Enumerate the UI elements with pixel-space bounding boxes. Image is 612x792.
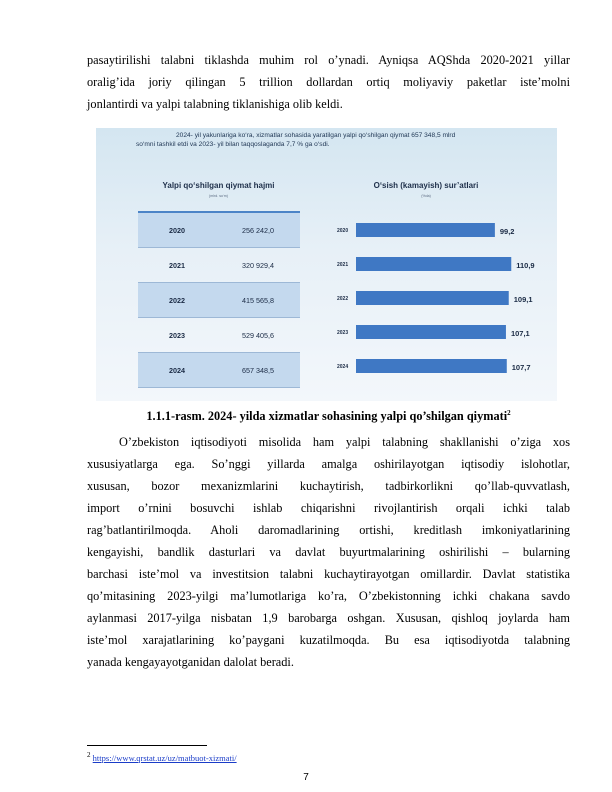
text-line: xususiyatlarga ega. So’nggi yillarda amalga oshirilayotgan iqtisodiy islohotlar,: [87, 457, 570, 471]
infographic-figure: [96, 128, 557, 401]
text-line: pasaytirilishi talabni tiklashda muhim rol o’ynadi. Ayniqsa AQShda 2020-2021 yillar: [87, 53, 570, 67]
bar: [356, 257, 511, 271]
chart-unit: (%da): [421, 194, 431, 198]
table-year: 2022: [169, 296, 185, 305]
table-value: 320 929,4: [242, 261, 274, 270]
table-value: 415 565,8: [242, 296, 274, 305]
table-value: 529 405,6: [242, 331, 274, 340]
text-line: kengayishi, bandlik dasturlari va davlat buyurtmalarining oshirilishi – bularning: [87, 545, 570, 559]
bar-year-label: 2024: [337, 364, 349, 370]
bar: [356, 223, 495, 237]
table-year: 2023: [169, 331, 185, 340]
text-line: qo’mitasining 2023-yilgi ma’lumotlariga ko’ra, O’zbekistonning ichki chakana savdo: [87, 589, 570, 603]
page-number: 7: [303, 772, 309, 783]
footnote: [87, 751, 237, 763]
table-unit: (mlrd. so‘m): [209, 194, 228, 198]
table-value: 657 348,5: [242, 366, 274, 375]
table-year: 2024: [169, 366, 185, 375]
footnote-rule: [87, 745, 207, 746]
text-line: jonlantirdi va yalpi talabning tiklanishiga olib keldi.: [87, 97, 343, 111]
table-year: 2021: [169, 261, 185, 270]
text-line: iste’mol xarajatlarining ko’paygani kuzatilmoqda. Bu esa iqtisodiyotda talabning: [87, 633, 570, 647]
text-line: rag’batlantirilmoqda. Aholi daromadlarining ortishi, kreditlash imkoniyatlarining: [87, 523, 570, 537]
bar: [356, 359, 507, 373]
paragraph-main: [87, 431, 570, 673]
bar-value-label: 109,1: [513, 295, 533, 304]
text-line: yanada kengayayotganidan dalolat beradi.: [87, 655, 294, 669]
table-value: 256 242,0: [242, 226, 274, 235]
bar-year-label: 2020: [337, 228, 349, 234]
bar-value-label: 107,1: [510, 329, 530, 338]
footnote-ref: 2: [507, 409, 511, 417]
bar: [356, 291, 509, 305]
footnote-link[interactable]: https://www.qrstat.uz/uz/matbuot-xizmati/: [92, 752, 237, 763]
caption-text: 1.1.1-rasm. 2024- yilda xizmatlar sohasining yalpi qo’shilgan qiymati: [146, 409, 508, 424]
bar-value-label: 99,2: [499, 227, 515, 236]
text-line: barchasi iste’mol va investitsion talabni kuchaytirayotgan omillardir. Davlat statistika: [87, 567, 570, 581]
figure-caption: [87, 409, 570, 424]
bar-year-label: 2022: [337, 296, 349, 302]
bar-value-label: 107,7: [511, 363, 531, 372]
text-line: import o’rnini bosuvchi ishlab chiqarishni rivojlantirish orqali ichki talab: [87, 501, 570, 515]
figure-title-line: 2024- yil yakunlariga ko‘ra, xizmatlar sohasida yaratilgan yalpi qo‘shilgan qiymat 657 348,5 mlrd: [176, 132, 456, 139]
text-line: xususan, bozor mexanizmlarini kuchaytirish, tadbirkorlikni qo’llab-quvvatlash,: [87, 479, 570, 493]
text-line: oralig’ida joriy qilingan 5 trillion dollardan ortiq moliyaviy paketlar iste’molni: [87, 75, 570, 89]
footnote-mark: 2: [87, 751, 91, 759]
table-title: Yalpi qo‘shilgan qiymat hajmi: [162, 181, 275, 190]
table-year: 2020: [169, 226, 185, 235]
text-line: aylanmasi 2017-yilga nisbatan 1,9 barobarga oshgan. Xususan, qishloq joylarda ham: [87, 611, 570, 625]
bar-value-label: 110,9: [516, 261, 535, 270]
bar: [356, 325, 506, 339]
bar-year-label: 2021: [337, 262, 349, 268]
paragraph-intro: [87, 49, 570, 115]
figure-title-line: so‘mni tashkil etdi va 2023- yil bilan taqqoslaganda 7,7 % ga o‘sdi.: [136, 141, 330, 148]
growth-bar-chart: [96, 128, 557, 401]
bar-year-label: 2023: [337, 330, 349, 336]
chart-title: O‘sish (kamayish) sur’atlari: [373, 181, 479, 190]
text-line: O’zbekiston iqtisodiyoti misolida ham yalpi talabning shakllanishi o’ziga xos: [119, 435, 570, 449]
